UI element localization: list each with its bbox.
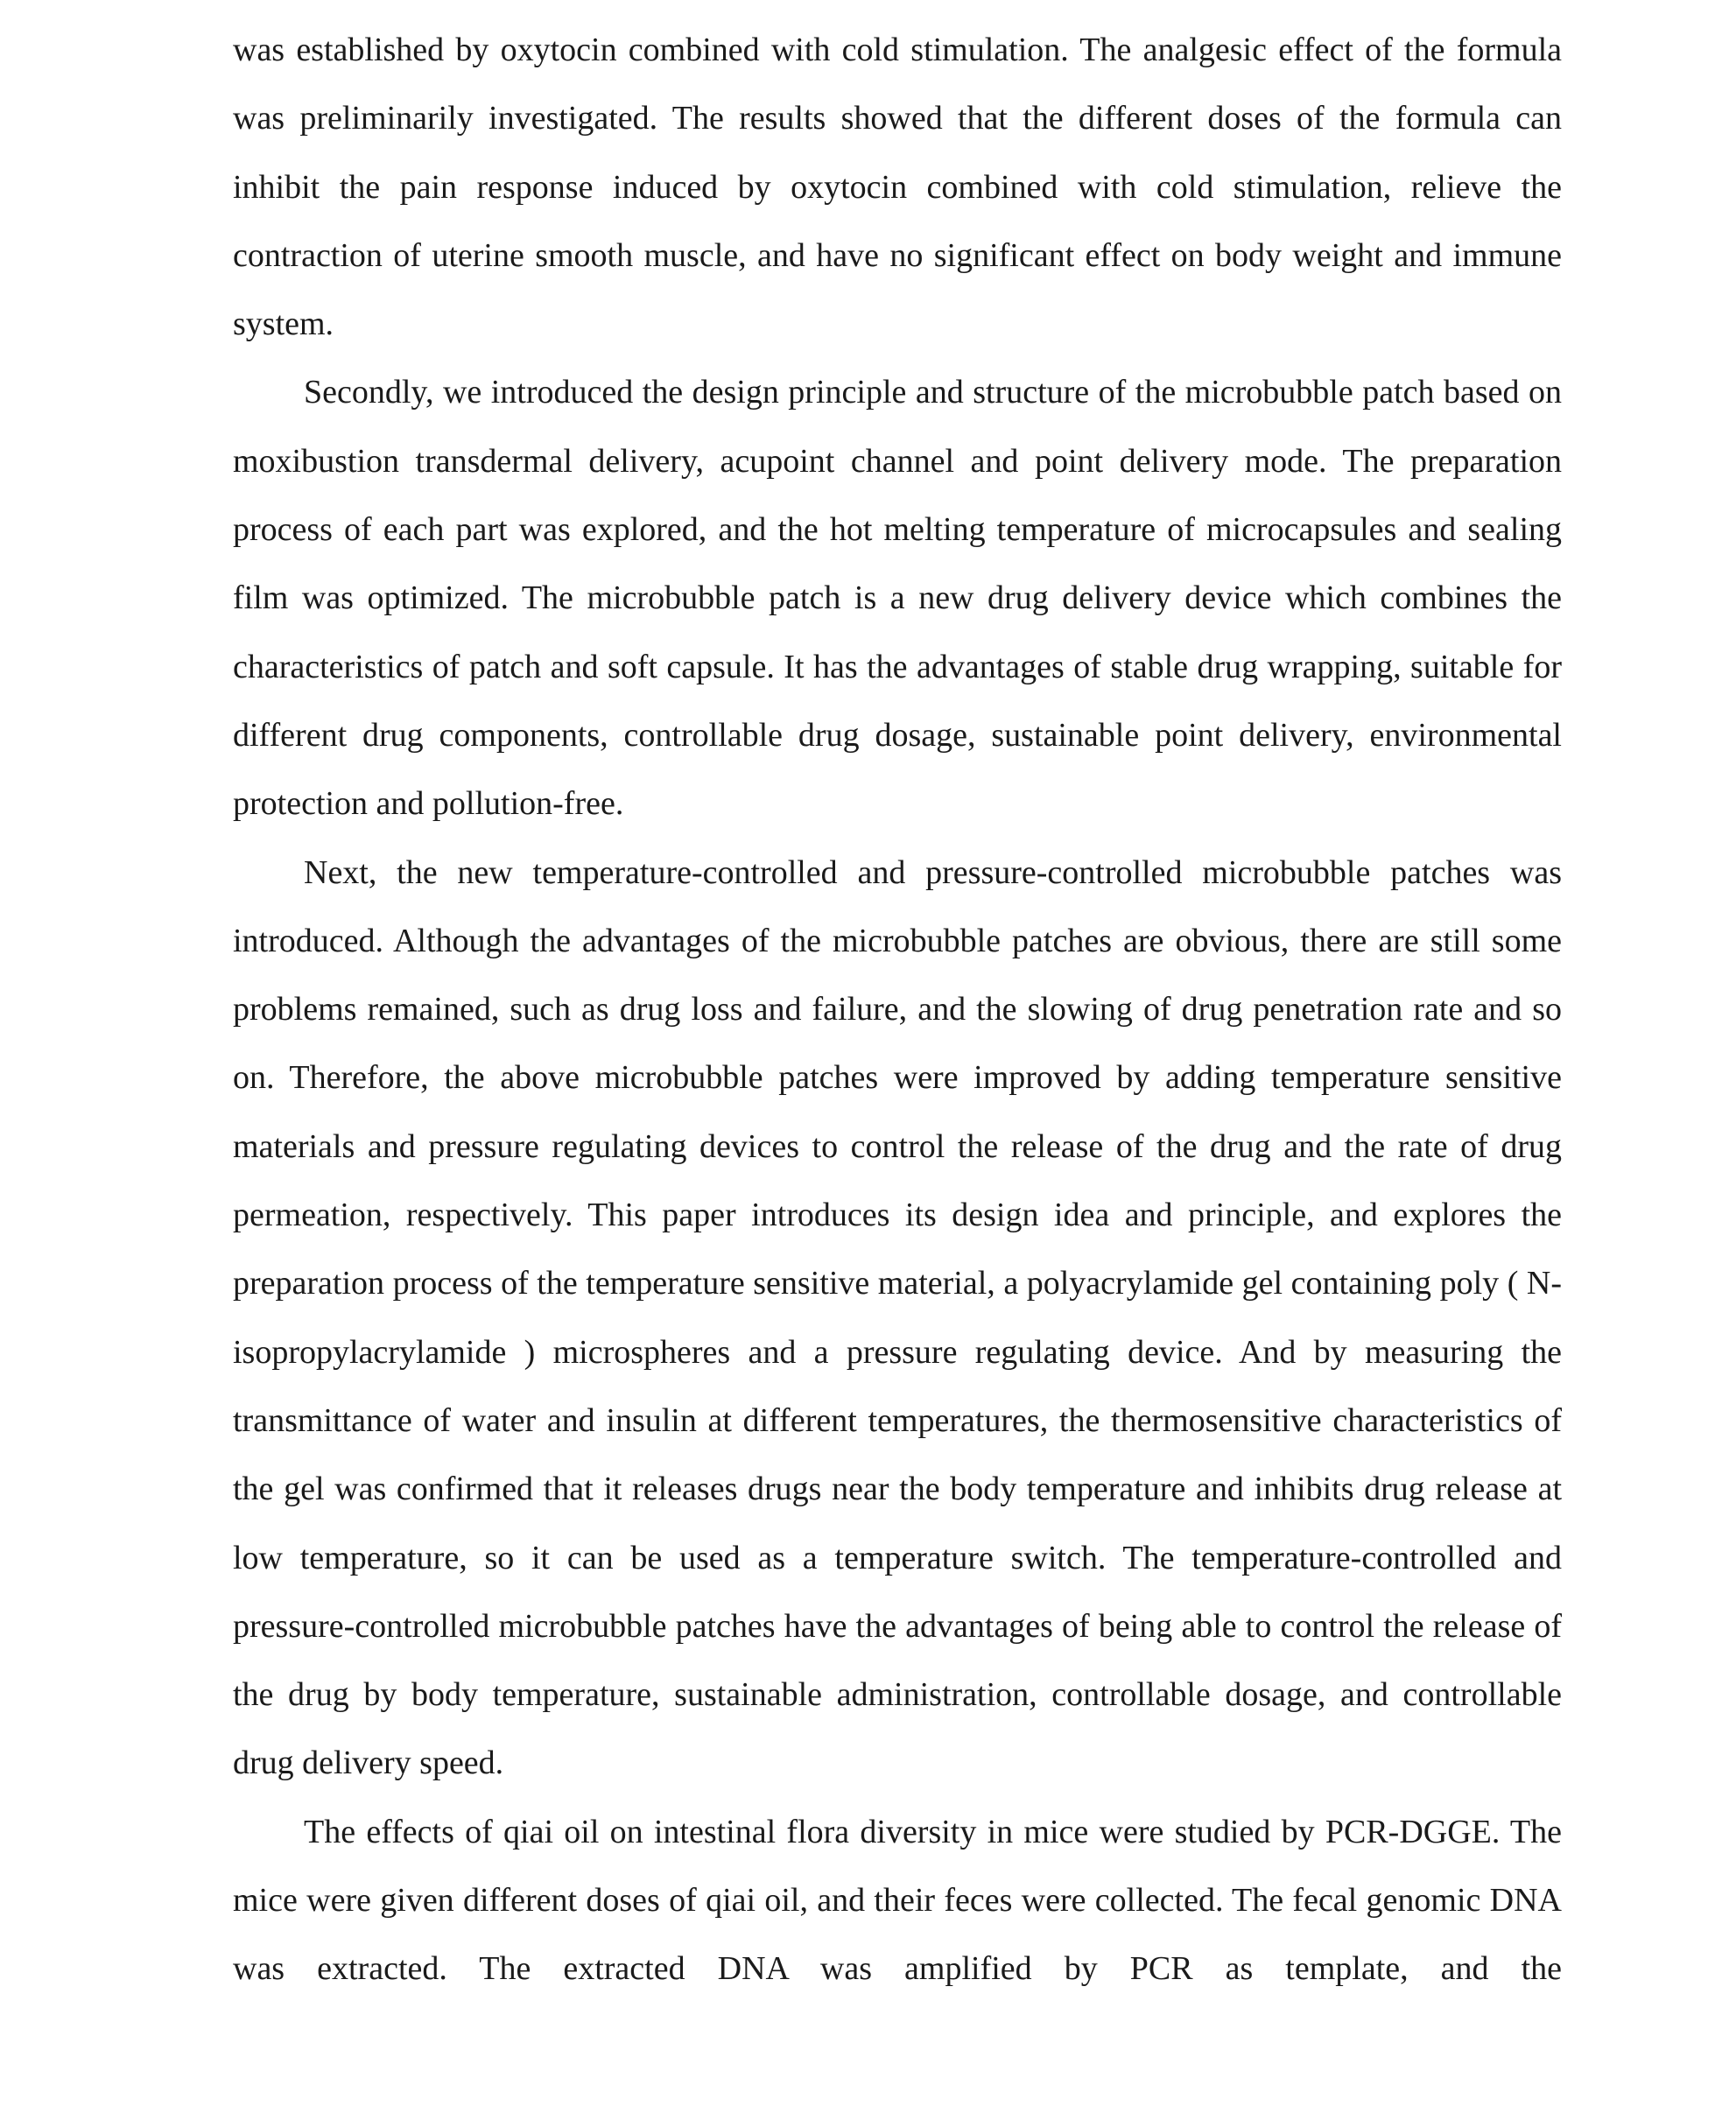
paragraph-continuation: was established by oxytocin combined with cold stimulation. The analgesic effect of the formula was preliminarily investigated. The results showed that the different doses of the formula can inhibit the pain response induced by oxytocin combined with cold stimulation, relieve the contraction of uterine smooth muscle, and have no significant effect on body weight and immune system. — [233, 32, 1562, 343]
paragraph-qiai-oil: The effects of qiai oil on intestinal flora diversity in mice were studied by PCR-DGGE. The mice were given different doses of qiai oil, and their feces were collected. The fecal genomic DNA was extracted. The extracted DNA was amplified by PCR as template, and the — [233, 1813, 1562, 1988]
paragraph-temperature-pressure-patch: Next, the new temperature-controlled and pressure-controlled microbubble patches was introduced. Although the advantages of the microbubble patches are obvious, there are still some problems remained, such as drug loss and failure, and the slowing of drug penetration rate and so on. Therefore, the above microbubble patches were improved by adding temperature sensitive materials and pressure regulating devices to control the release of the drug and the rate of drug permeation, respectively. This paper introduces its design idea and principle, and explores the preparation process of the temperature sensitive material, a polyacrylamide gel containing poly ( N- isopropylacrylamide ) microspheres and a pressure regulating device. And by measuring the transmittance of water and insulin at different temperatures, the thermosensitive characteristics of the gel was confirmed that it releases drugs near the body temperature and inhibits drug release at low temperature, so it can be used as a temperature switch. The temperature-controlled and pressure-controlled microbubble patches have the advantages of being able to control the release of the drug by body temperature, sustainable administration, controllable dosage, and controllable drug delivery speed. — [233, 853, 1562, 1782]
paragraph-microbubble-patch: Secondly, we introduced the design principle and structure of the microbubble patch based on moxibustion transdermal delivery, acupoint channel and point delivery mode. The preparation process of each part was explored, and the hot melting temperature of microcapsules and sealing film was optimized. The microbubble patch is a new drug delivery device which combines the characteristics of patch and soft capsule. It has the advantages of stable drug wrapping, suitable for different drug components, controllable drug dosage, sustainable point delivery, environmental protection and pollution-free. — [233, 374, 1562, 823]
document-page — [233, 16, 1562, 2004]
